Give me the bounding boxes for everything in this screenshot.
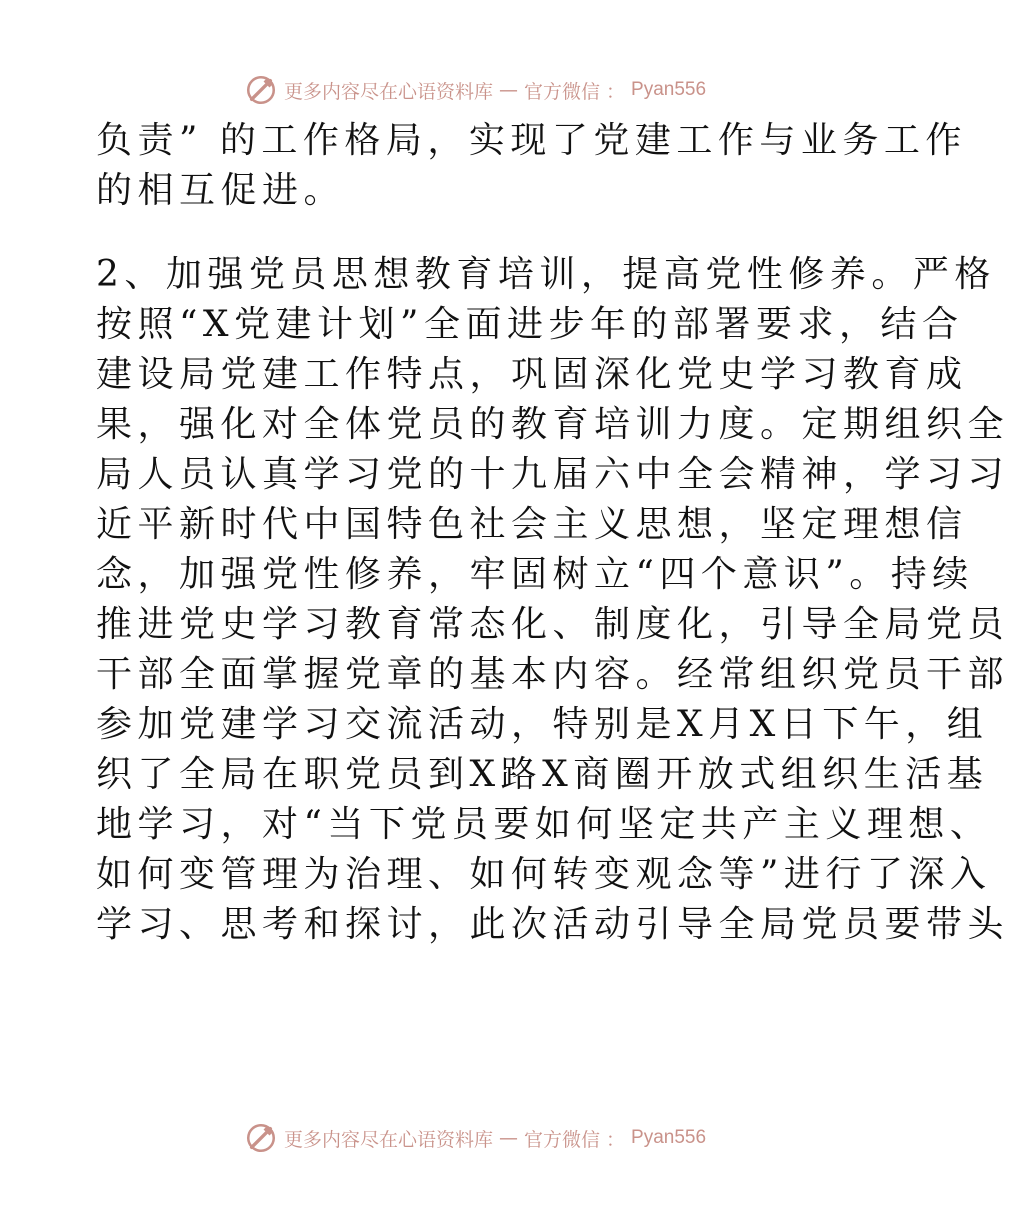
watermark-colon: ： <box>606 1128 626 1151</box>
watermark-wechat-label: 官方微信 <box>523 1128 600 1151</box>
document-body <box>96 116 1009 950</box>
text-line: 2、加强党员思想教育培训，提高党性修养。严格 <box>96 254 996 295</box>
text-line: 干部全面掌握党章的基本内容。经常组织党员干部 <box>96 654 1009 695</box>
text-line: 建设局党建工作特点，巩固深化党史学习教育成 <box>96 354 968 395</box>
text-line: 负责” 的工作格局，实现了党建工作与业务工作 <box>96 120 967 161</box>
paragraph-2 <box>96 250 1009 950</box>
pen-logo-icon <box>244 73 278 107</box>
watermark-wechat-id: Pyan556 <box>631 1127 707 1148</box>
text-line: 局人员认真学习党的十九届六中全会精神，学习习 <box>96 454 1009 495</box>
watermark-site-text: 更多内容尽在心语资料库 <box>283 80 493 103</box>
footer-watermark <box>0 1118 950 1158</box>
text-line: 的相互促进。 <box>96 170 346 211</box>
header-watermark <box>0 70 950 110</box>
watermark-dash: — <box>498 79 518 101</box>
paragraph-1 <box>96 116 967 216</box>
watermark-wechat-id: Pyan556 <box>631 79 707 100</box>
pen-logo-icon <box>244 1121 278 1155</box>
text-line: 地学习，对“当下党员要如何坚定共产主义理想、 <box>96 804 992 845</box>
text-line: 近平新时代中国特色社会主义思想，坚定理想信 <box>96 504 968 545</box>
watermark-wechat-label: 官方微信 <box>523 80 600 103</box>
text-line: 参加党建学习交流活动，特别是X月X日下午，组 <box>96 704 989 745</box>
text-line: 学习、思考和探讨，此次活动引导全局党员要带头 <box>96 904 1009 945</box>
text-line: 如何变管理为治理、如何转变观念等”进行了深入 <box>96 854 992 895</box>
watermark-dash: — <box>498 1127 518 1149</box>
text-line: 织了全局在职党员到X路X商圈开放式组织生活基 <box>96 754 989 795</box>
text-line: 推进党史学习教育常态化、制度化，引导全局党员 <box>96 604 1009 645</box>
text-line: 按照“X党建计划”全面进步年的部署要求，结合 <box>96 304 964 345</box>
text-line: 果，强化对全体党员的教育培训力度。定期组织全 <box>96 404 1009 445</box>
watermark-colon: ： <box>606 80 626 103</box>
text-line: 念，加强党性修养，牢固树立“四个意识”。持续 <box>96 554 974 595</box>
watermark-site-text: 更多内容尽在心语资料库 <box>283 1128 493 1151</box>
